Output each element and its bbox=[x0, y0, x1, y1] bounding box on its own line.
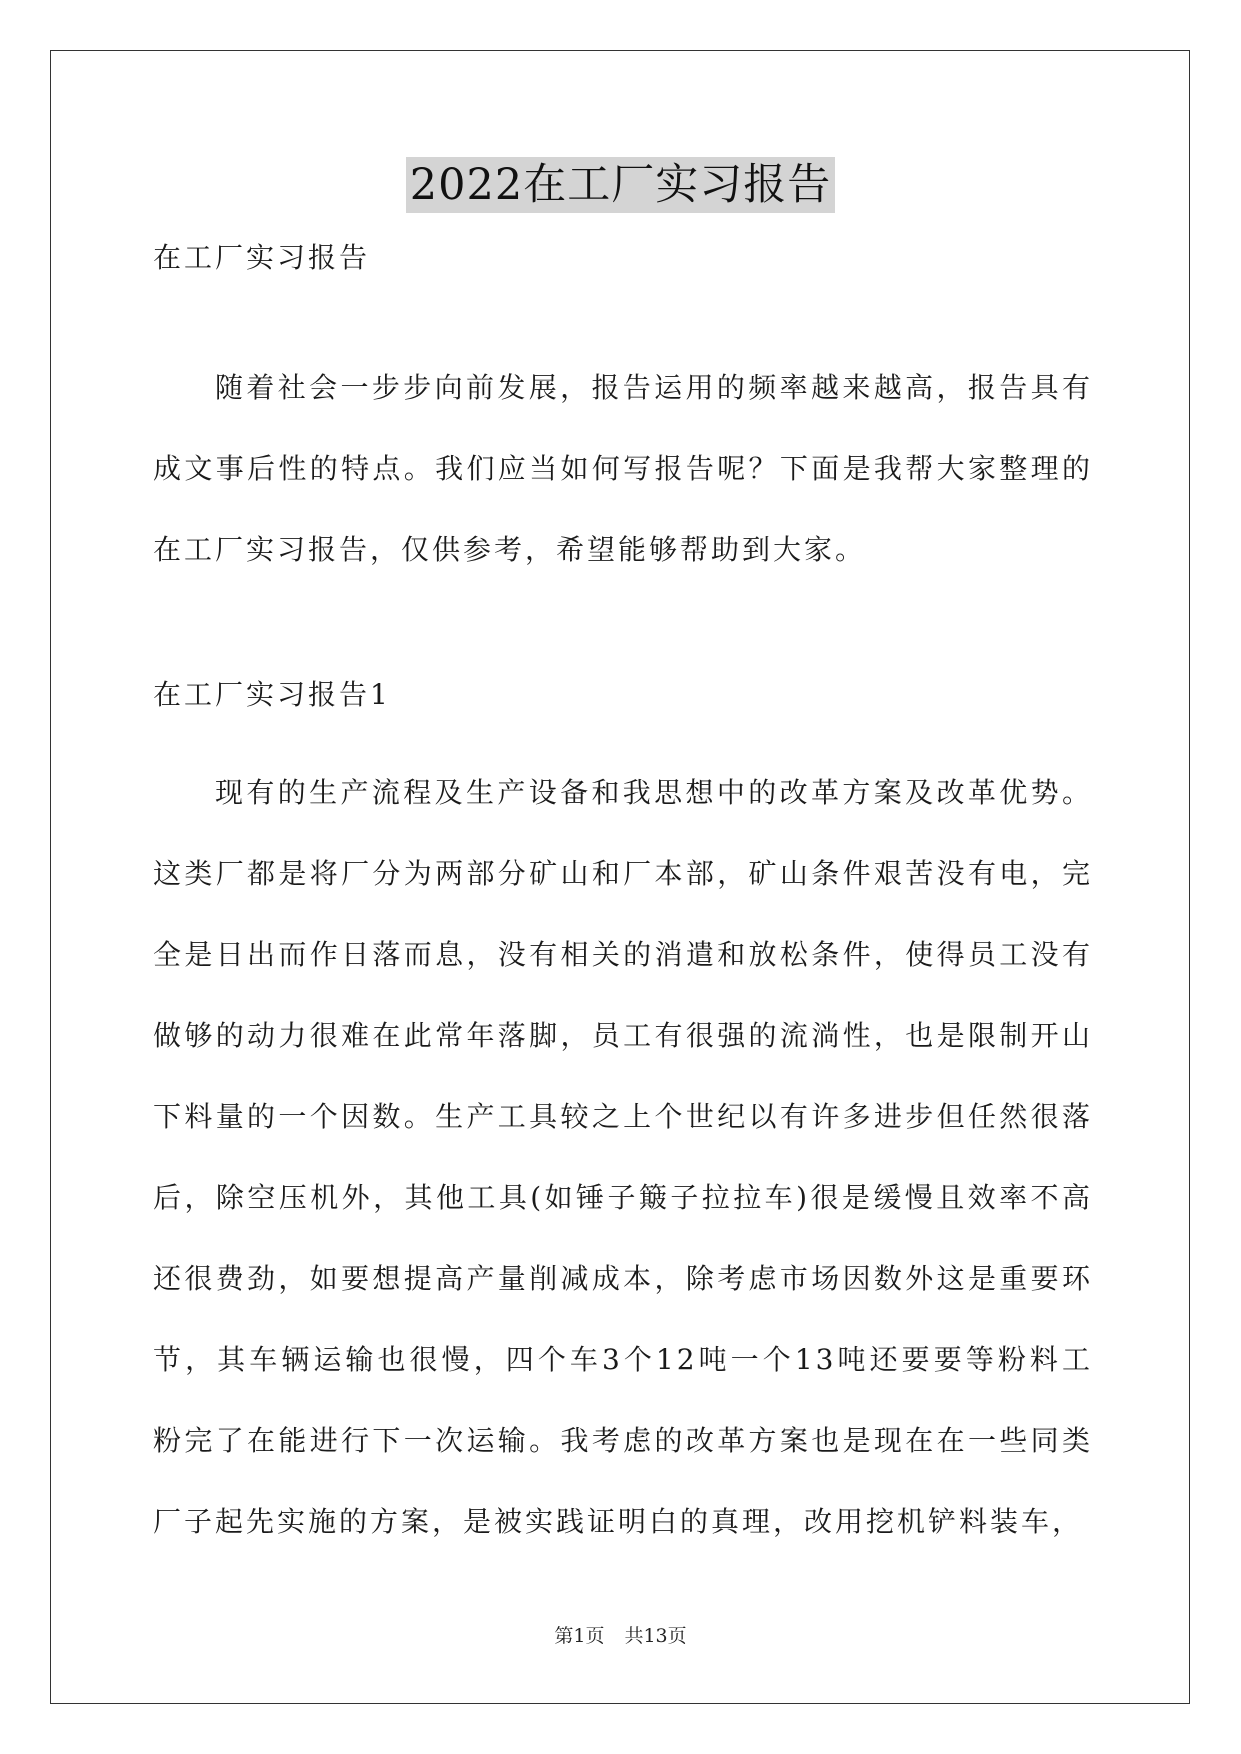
title-container bbox=[0, 157, 1241, 213]
intro-paragraph: 随着社会一步步向前发展，报告运用的频率越来越高，报告具有成文事后性的特点。我们应当如何写报告呢？下面是我帮大家整理的在工厂实习报告，仅供参考，希望能够帮助到大家。 bbox=[153, 371, 1093, 566]
page-number: 第1页 bbox=[554, 1625, 605, 1647]
page-footer bbox=[0, 1624, 1241, 1648]
document-subtitle: 在工厂实习报告 bbox=[153, 241, 371, 274]
section-paragraph: 现有的生产流程及生产设备和我思想中的改革方案及改革优势。这类厂都是将厂分为两部分矿山和厂本部，矿山条件艰苦没有电，完全是日出而作日落而息，没有相关的消遣和放松条件，使得员工没有做够的动力很难在此常年落脚，员工有很强的流淌性，也是限制开山下料量的一个因数。生产工具较之上个世纪以有许多进步但任然很落后，除空压机外，其他工具(如锤子簸子拉拉车)很是缓慢且效率不高还很费劲，如要想提高产量削减成本，除考虑市场因数外这是重要环节，其车辆运输也很慢，四个车3个12吨一个13吨还要要等粉料工粉完了在能进行下一次运输。我考虑的改革方案也是现在在一些同类厂子起先实施的方案，是被实践证明白的真理，改用挖机铲料装车， bbox=[153, 776, 1093, 1538]
document-title: 2022在工厂实习报告 bbox=[406, 157, 835, 213]
page-total: 共13页 bbox=[624, 1625, 687, 1647]
section-heading: 在工厂实习报告1 bbox=[153, 678, 391, 711]
